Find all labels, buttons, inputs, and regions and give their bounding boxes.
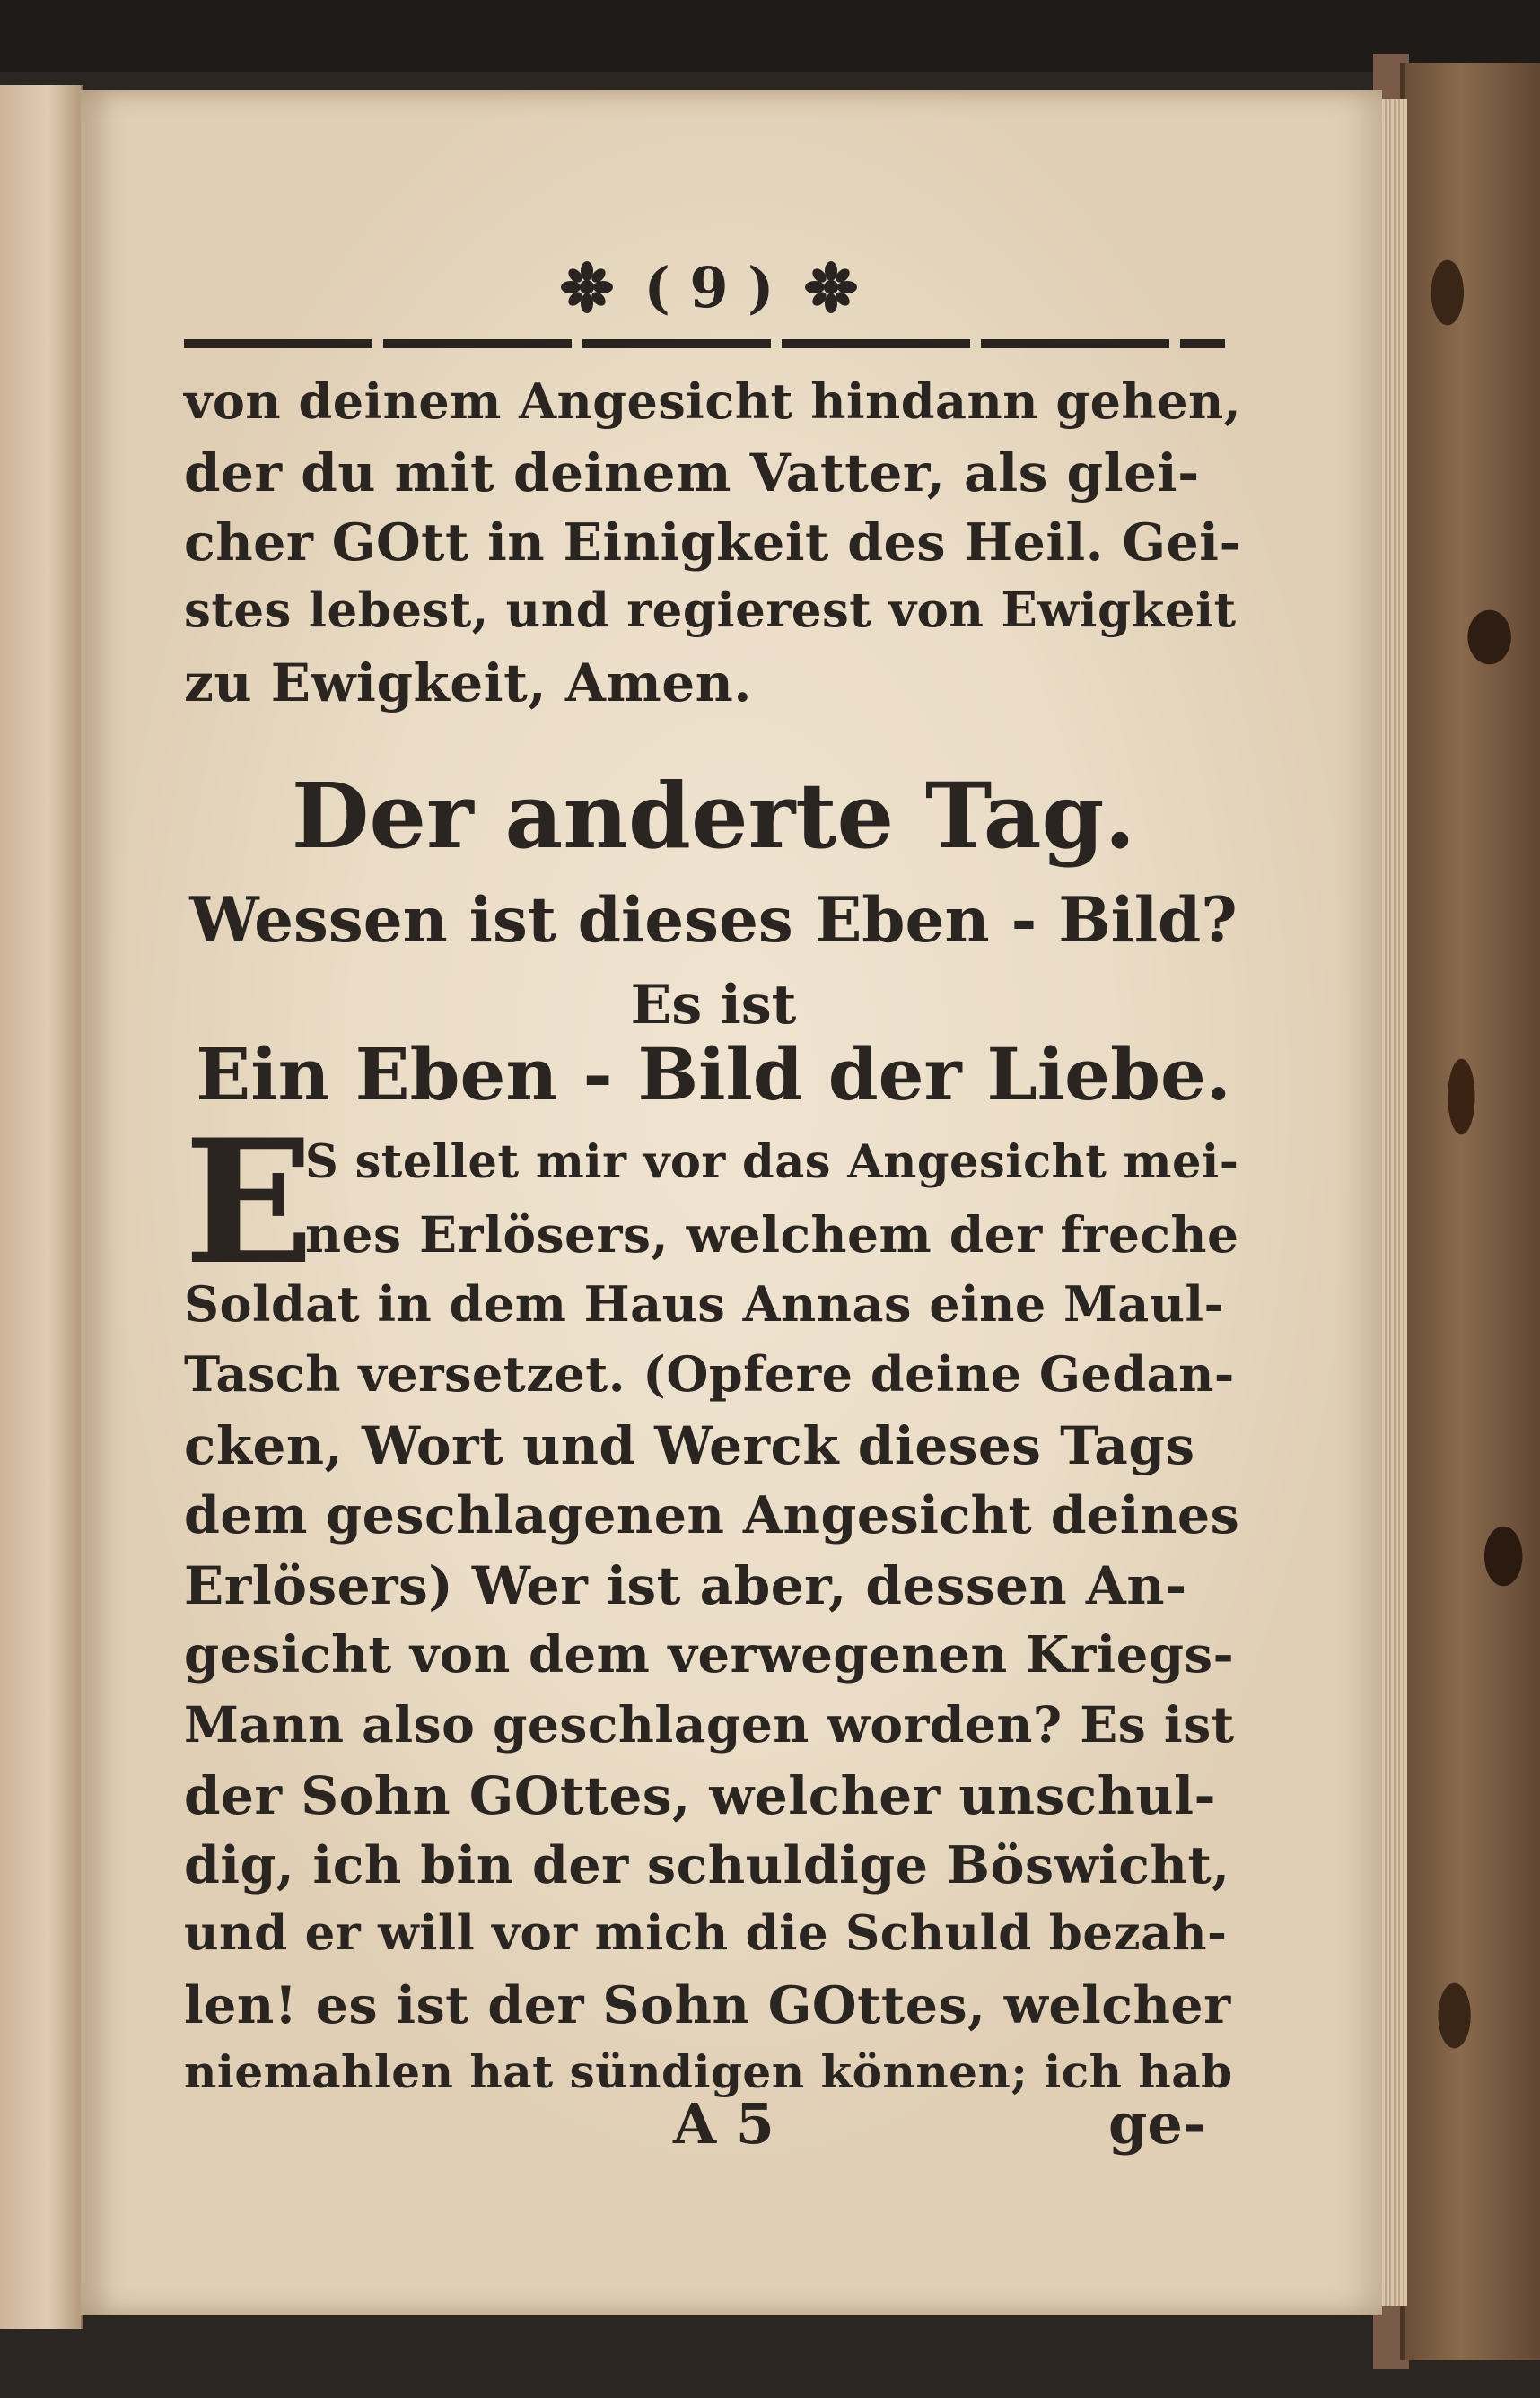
section-question: Wessen ist dieses Eben - Bild? — [189, 884, 1238, 957]
text-line: niemahlen hat sündigen können; ich hab — [184, 2045, 1233, 2098]
catchword: ge- — [1108, 2091, 1206, 2157]
text-line: dig, ich bin der schuldige Böswicht, — [184, 1835, 1230, 1895]
flower-ornament-icon — [560, 260, 614, 314]
text-line: Tasch versetzet. (Opfere deine Gedan- — [184, 1345, 1235, 1403]
text-line: cher GOtt in Einigkeit des Heil. Gei- — [184, 512, 1241, 573]
text-line: von deinem Angesicht hindann gehen, — [184, 372, 1242, 430]
text-line: und er will vor mich die Schuld bezah- — [184, 1905, 1228, 1961]
page-header — [476, 242, 942, 332]
book-cover — [1400, 63, 1540, 2360]
section-answer-intro: Es ist — [630, 974, 797, 1037]
text-line: nes Erlösers, welchem der freche — [305, 1205, 1239, 1264]
signature-mark: A 5 — [673, 2091, 774, 2157]
text-line: stes lebest, und regierest von Ewigkeit — [184, 582, 1237, 638]
text-line: gesicht von dem verwegenen Kriegs- — [184, 1625, 1235, 1685]
text-line: S stellet mir vor das Angesicht mei- — [305, 1135, 1239, 1189]
dropcap: E — [184, 1102, 314, 1302]
text-line: der du mit deinem Vatter, als glei- — [184, 442, 1200, 503]
text-line: cken, Wort und Werck dieses Tags — [184, 1415, 1195, 1476]
text-line: zu Ewigkeit, Amen. — [184, 652, 752, 713]
header-rule — [184, 339, 1225, 348]
page-number: ( 9 ) — [643, 254, 774, 320]
left-page-edge — [0, 85, 83, 2329]
section-answer: Ein Eben - Bild der Liebe. — [196, 1032, 1231, 1116]
page-stack-edge — [1382, 99, 1407, 2306]
flower-ornament-icon — [804, 260, 858, 314]
text-line: Mann also geschlagen worden? Es ist — [184, 1695, 1235, 1754]
text-line: len! es ist der Sohn GOttes, welcher — [184, 1975, 1231, 2035]
backdrop — [0, 0, 1540, 72]
text-line: der Sohn GOttes, welcher unschul- — [184, 1765, 1217, 1826]
section-title: Der anderte Tag. — [291, 763, 1136, 869]
text-line: dem geschlagenen Angesicht deines — [184, 1485, 1240, 1545]
text-line: Soldat in dem Haus Annas eine Maul- — [184, 1275, 1225, 1333]
text-line: Erlösers) Wer ist aber, dessen An- — [184, 1555, 1187, 1616]
